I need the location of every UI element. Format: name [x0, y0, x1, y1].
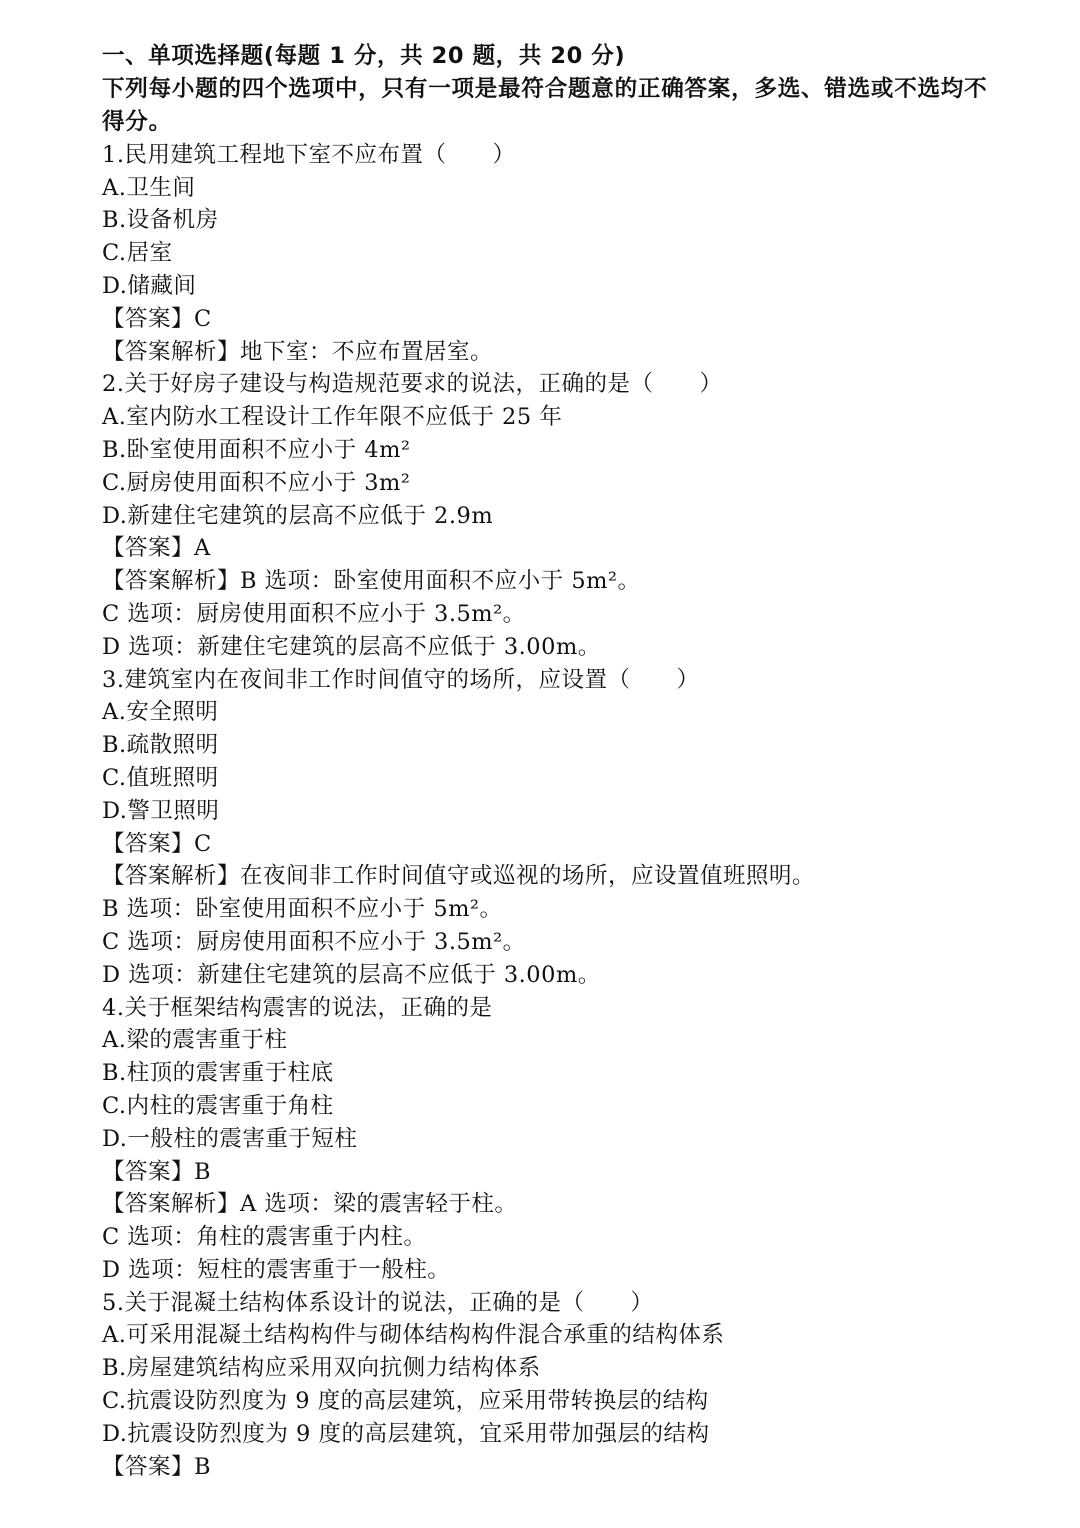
answer-explanation: 【答案解析】在夜间非工作时间值守或巡视的场所，应设置值班照明。 [102, 863, 816, 890]
question-list [102, 139, 1002, 1484]
section-title: 一、单项选择题(每题 1 分，共 20 题，共 20 分) [102, 43, 626, 69]
answer-explanation: 【答案解析】地下室：不应布置居室。 [102, 338, 494, 365]
explanation-detail: B 选项：卧室使用面积不应小于 5m²。 [102, 896, 503, 923]
explanation-detail: C 选项：厨房使用面积不应小于 3.5m²。 [102, 928, 526, 955]
answer-option: D.一般柱的震害重于短柱 [102, 1125, 358, 1152]
answer-option: C.内柱的震害重于角柱 [102, 1092, 334, 1119]
answer-option: C.厨房使用面积不应小于 3m² [102, 469, 411, 496]
explanation-detail: C 选项：厨房使用面积不应小于 3.5m²。 [102, 600, 526, 627]
answer-key: 【答案】B [102, 1158, 212, 1185]
explanation-detail: D 选项：新建住宅建筑的层高不应低于 3.00m。 [102, 633, 601, 660]
answer-key: 【答案】B [102, 1453, 212, 1480]
answer-explanation: 【答案解析】A 选项：梁的震害轻于柱。 [102, 1191, 518, 1218]
question-stem: 2.关于好房子建设与构造规范要求的说法，正确的是（ ） [102, 371, 723, 398]
answer-option: C.居室 [102, 240, 173, 267]
explanation-detail: C 选项：角柱的震害重于内柱。 [102, 1224, 427, 1251]
answer-option: B.房屋建筑结构应采用双向抗侧力结构体系 [102, 1355, 541, 1382]
answer-option: B.卧室使用面积不应小于 4m² [102, 436, 411, 463]
answer-option: A.梁的震害重于柱 [102, 1027, 288, 1054]
answer-option: C.值班照明 [102, 764, 219, 791]
answer-option: C.抗震设防烈度为 9 度的高层建筑，应采用带转换层的结构 [102, 1388, 709, 1415]
question-stem: 3.建筑室内在夜间非工作时间值守的场所，应设置（ ） [102, 666, 700, 693]
explanation-detail: D 选项：新建住宅建筑的层高不应低于 3.00m。 [102, 961, 601, 988]
exam-document [102, 40, 1002, 1483]
answer-option: A.室内防水工程设计工作年限不应低于 25 年 [102, 404, 563, 431]
answer-option: A.可采用混凝土结构构件与砌体结构构件混合承重的结构体系 [102, 1322, 725, 1349]
answer-option: A.卫生间 [102, 174, 196, 201]
answer-option: A.安全照明 [102, 699, 219, 726]
question-stem: 1.民用建筑工程地下室不应布置（ ） [102, 141, 516, 168]
answer-option: D.警卫照明 [102, 797, 220, 824]
answer-key: 【答案】C [102, 830, 212, 857]
answer-option: D.抗震设防烈度为 9 度的高层建筑，宜采用带加强层的结构 [102, 1420, 710, 1447]
answer-key: 【答案】C [102, 305, 212, 332]
answer-option: B.柱顶的震害重于柱底 [102, 1060, 334, 1087]
question-stem: 4.关于框架结构震害的说法，正确的是 [102, 994, 493, 1021]
answer-option: B.设备机房 [102, 207, 219, 234]
answer-option: B.疏散照明 [102, 732, 219, 759]
explanation-detail: D 选项：短柱的震害重于一般柱。 [102, 1256, 451, 1283]
answer-explanation: 【答案解析】B 选项：卧室使用面积不应小于 5m²。 [102, 568, 641, 595]
answer-key: 【答案】A [102, 535, 211, 562]
question-stem: 5.关于混凝土结构体系设计的说法，正确的是（ ） [102, 1289, 654, 1316]
section-instruction: 下列每小题的四个选项中，只有一项是最符合题意的正确答案，多选、错选或不选均不得分。 [102, 75, 988, 135]
answer-option: D.储藏间 [102, 272, 197, 299]
answer-option: D.新建住宅建筑的层高不应低于 2.9m [102, 502, 494, 529]
